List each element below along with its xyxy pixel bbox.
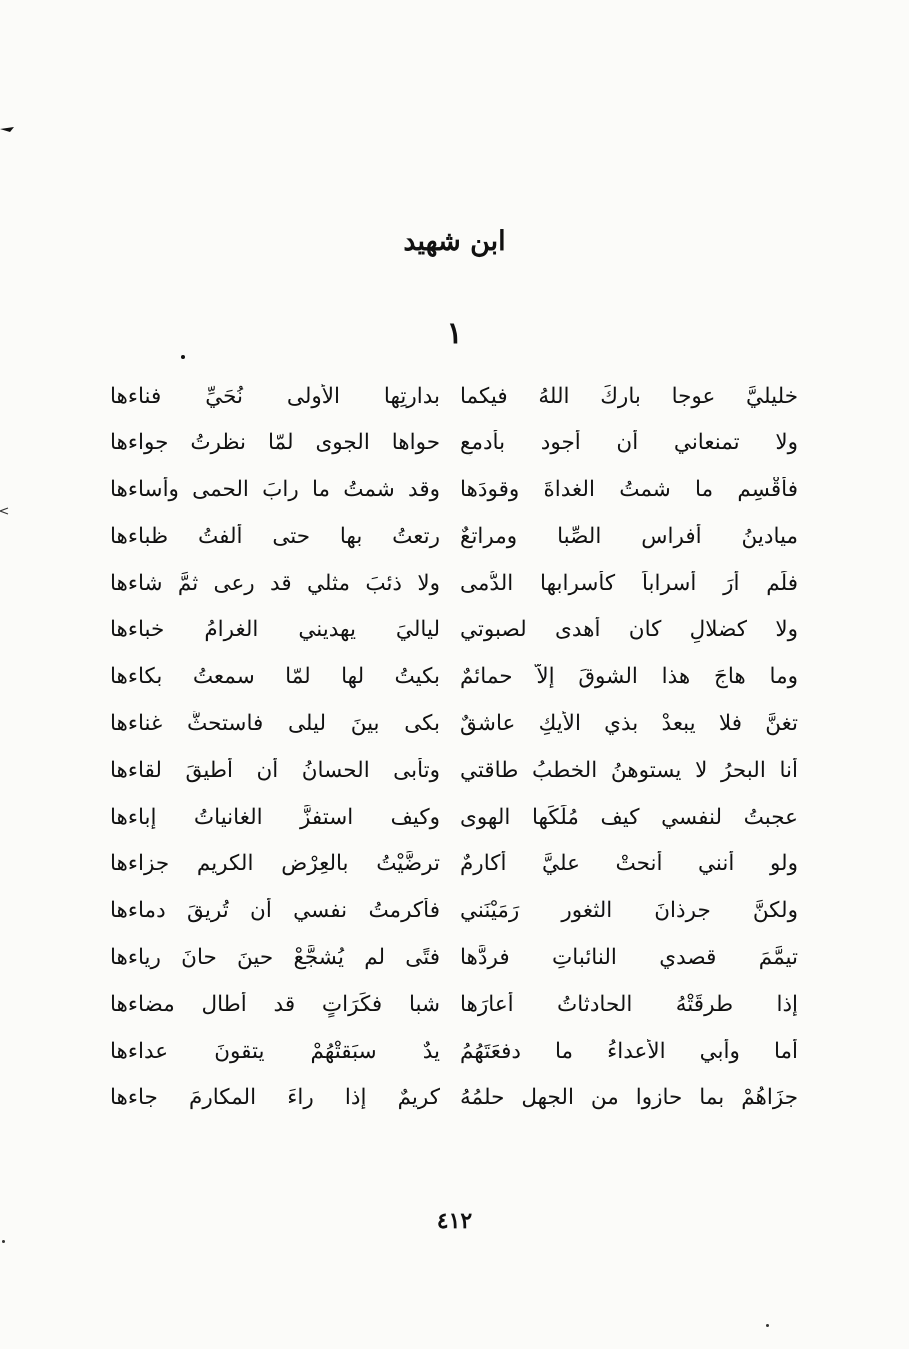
verse-first-hemistich: تغنَّ فلا يبعدْ بذي الأيكِ عاشقٌ — [460, 711, 798, 737]
verse-line — [110, 373, 798, 420]
ink-dot — [181, 355, 185, 359]
verse-line — [110, 1075, 798, 1122]
verse-second-hemistich: ولا ذئبَ مثلي قد رعى ثمَّ شاءها — [110, 570, 440, 596]
poem-number: ١ — [446, 316, 463, 351]
verse-line — [110, 420, 798, 467]
verse-second-hemistich: فأكرمتُ نفسي أن تُريقَ دماءها — [110, 898, 440, 924]
verse-second-hemistich: رتعتُ بها حتى ألفتُ ظباءها — [110, 523, 440, 549]
verse-first-hemistich: جزَاهُمْ بما حازوا من الجهل حلمُهُ — [460, 1085, 798, 1111]
verse-first-hemistich: ولو أنني أنحتْ عليَّ أكارمٌ — [460, 851, 798, 877]
verse-first-hemistich: أما وأبي الأعداءُ ما دفعَتَهُمُ — [460, 1038, 798, 1064]
verse-line — [110, 981, 798, 1028]
verse-first-hemistich: فأقْسِمِ ما شمتُ الغداةَ وقودَها — [460, 477, 798, 503]
verse-second-hemistich: بكيتُ لها لمّا سمعتُ بكاءها — [110, 664, 440, 690]
verse-second-hemistich: لياليَ يهديني الغرامُ خباءها — [110, 617, 440, 643]
verse-second-hemistich: وكيف استفزَّ الغانياتُ إباءها — [110, 804, 440, 830]
verse-second-hemistich: حواها الجوى لمّا نظرتُ جواءها — [110, 430, 440, 456]
verse-first-hemistich: تيمَّمَ قصدي النائباتِ فردَّها — [460, 945, 798, 971]
margin-mark-left — [0, 506, 10, 516]
verse-second-hemistich: فتًى لم يُشجَّعْ حينَ حانَ رياءها — [110, 945, 440, 971]
verse-first-hemistich: ميادينُ أفراس الصِّبا ومراتعٌ — [460, 523, 798, 549]
page-number: ٤١٢ — [436, 1208, 473, 1234]
verse-second-hemistich: بكى بينَ ليلى فاستحثَّ غناءها — [110, 711, 440, 737]
verse-second-hemistich: كريمٌ إذا راءَ المكارمَ جاءها — [110, 1085, 440, 1111]
verse-line — [110, 467, 798, 514]
verse-line — [110, 888, 798, 935]
verse-first-hemistich: وما هاجَ هذا الشوقَ إلاّ حمائمٌ — [460, 664, 798, 690]
verse-line — [110, 747, 798, 794]
verse-line — [110, 607, 798, 654]
verse-first-hemistich: ولكنَّ جرذانَ الثغور رَمَيْنَني — [460, 898, 798, 924]
verse-line — [110, 794, 798, 841]
verse-second-hemistich: شبا فكَرَاتٍ قد أطال مضاءها — [110, 991, 440, 1017]
verse-first-hemistich: إذا طرقَتْهُ الحادثاتُ أعارَها — [460, 991, 798, 1017]
verse-first-hemistich: خليليَّ عوجا باركَ اللهُ فيكما — [460, 383, 798, 409]
poet-name-heading: ابن شهيد — [403, 226, 506, 257]
verse-first-hemistich: عجبتُ لنفسي كيف مُلِّكَها الهوى — [460, 804, 798, 830]
verse-line — [110, 1028, 798, 1075]
verse-first-hemistich: ولا كضلالٍ كان أهدى لصبوتي — [460, 617, 798, 643]
verse-line — [110, 841, 798, 888]
page-corner-mark — [0, 124, 16, 134]
ink-speck — [2, 1240, 5, 1243]
verse-first-hemistich: أنا البحرُ لا يستوهنُ الخطبُ طاقتي — [460, 757, 798, 783]
ink-speck — [766, 1324, 769, 1327]
verse-second-hemistich: يدٌ سبَقتْهُمْ يتقونَ عداءها — [110, 1038, 440, 1064]
verse-second-hemistich: وتأبى الحسانُ أن أُطيقَ لقاءها — [110, 757, 440, 783]
verse-first-hemistich: فلَم أرَ أسراباً كأسرابها الدُّمى — [460, 570, 798, 596]
verse-line — [110, 701, 798, 748]
verse-first-hemistich: ولا تمنعاني أن أجود بأدمعٍ — [460, 430, 798, 456]
verse-line — [110, 654, 798, 701]
verse-second-hemistich: ترضَّيْتُ بالعِرْضِ الكريمِ جزاءها — [110, 851, 440, 877]
verse-line — [110, 935, 798, 982]
verse-line — [110, 513, 798, 560]
verse-second-hemistich: وقد شمتُ ما رابَ الحمى وأساءها — [110, 477, 440, 503]
poem-verses — [110, 373, 798, 1122]
verse-line — [110, 560, 798, 607]
verse-second-hemistich: بدارتِها الأولى نُحَيِّ فناءها — [110, 383, 440, 409]
